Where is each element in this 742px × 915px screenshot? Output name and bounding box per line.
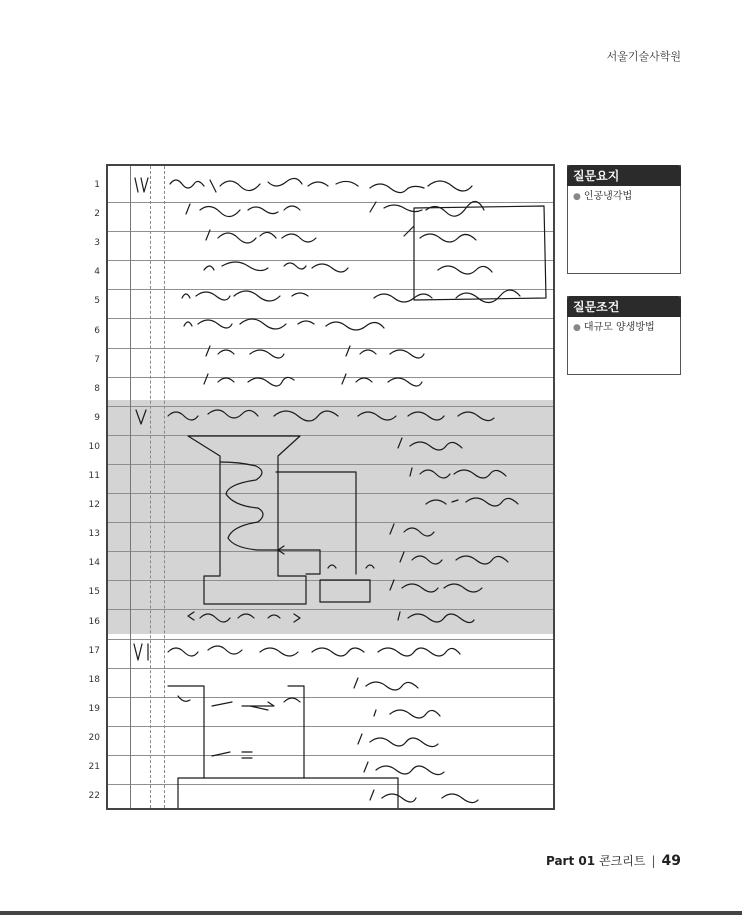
line-number: 22 [88, 791, 100, 802]
question-condition-text: 대규모 양생방법 [583, 322, 655, 333]
line-number: 2 [94, 209, 100, 220]
diagram-small-label [328, 565, 374, 568]
handwritten-answer-sheet [106, 164, 555, 810]
handwriting-line-15 [390, 580, 482, 592]
handwriting-line-5 [182, 290, 520, 303]
line-number: 14 [88, 558, 100, 569]
bullet-icon: ● [573, 192, 581, 202]
question-summary-panel [567, 165, 681, 274]
handwriting-box [414, 206, 546, 300]
page-footer [546, 852, 681, 869]
header-org: 서울기술사학원 [606, 50, 681, 63]
line-number: 6 [94, 325, 100, 336]
question-summary-item [568, 186, 680, 208]
line-number: 9 [94, 412, 100, 423]
line-number: 8 [94, 383, 100, 394]
page-number: 49 [661, 853, 681, 869]
line-number: 15 [88, 587, 100, 598]
footer-part: Part 01 [545, 854, 596, 868]
line-number: 19 [88, 703, 100, 714]
diagram-pipe-coil [220, 462, 276, 550]
handwriting-line-17 [168, 646, 460, 656]
section-mark-vi [134, 644, 148, 660]
diagram-dam-outline [188, 436, 306, 604]
line-number: 18 [88, 674, 100, 685]
line-number: 11 [88, 471, 100, 481]
line-number: 20 [88, 732, 100, 743]
footer-separator: | [651, 854, 656, 868]
diagram-lower-base [178, 778, 398, 810]
line-number: 12 [88, 500, 100, 511]
section-mark-v [136, 410, 146, 424]
line-number: 16 [88, 616, 100, 627]
handwriting-line-1 [170, 178, 472, 192]
diagram-tank [320, 580, 370, 602]
handwriting-line-16 [188, 612, 474, 623]
handwriting-line-21 [364, 762, 444, 775]
handwriting-line-6 [184, 319, 384, 330]
handwriting-line-9 [168, 410, 494, 421]
question-condition-title: 질문조건 [567, 296, 681, 317]
line-number: 3 [94, 238, 100, 249]
line-number: 10 [88, 441, 100, 452]
question-summary-title: 질문요지 [567, 165, 681, 186]
question-summary-text: 인공냉각법 [583, 191, 633, 202]
line-number: 21 [88, 762, 100, 772]
line-number: 13 [88, 529, 100, 540]
handwriting-line-20 [358, 734, 438, 747]
handwriting-line-8 [204, 374, 422, 386]
handwriting-line-2 [186, 201, 484, 216]
handwriting-line-18 [354, 678, 418, 690]
question-condition-panel [567, 296, 681, 375]
handwriting-line-13 [390, 524, 434, 536]
line-number: 5 [94, 296, 100, 307]
handwriting-line-12 [426, 498, 518, 506]
line-number: 17 [88, 645, 100, 656]
handwriting [108, 166, 555, 810]
diagram-pipe-outlet [276, 472, 356, 574]
line-number: 4 [94, 267, 100, 278]
diagram-lower-left [168, 686, 304, 778]
question-condition-item [568, 317, 680, 339]
handwriting-line-3 [206, 226, 476, 243]
handwriting-line-4 [204, 262, 492, 274]
footer-chapter: 콘크리트 [599, 854, 646, 868]
bullet-icon: ● [573, 323, 581, 333]
handwriting-line-7 [206, 346, 424, 358]
bottom-rule [0, 911, 742, 915]
handwriting-line-22 [370, 790, 478, 803]
handwriting-line-10 [398, 438, 462, 450]
handwriting-line-11 [410, 468, 506, 478]
handwriting-line-14 [400, 552, 508, 564]
line-number: 7 [94, 354, 100, 365]
handwriting-line-19 [374, 710, 440, 718]
line-number: 1 [94, 180, 100, 190]
section-mark-iv [135, 178, 148, 192]
